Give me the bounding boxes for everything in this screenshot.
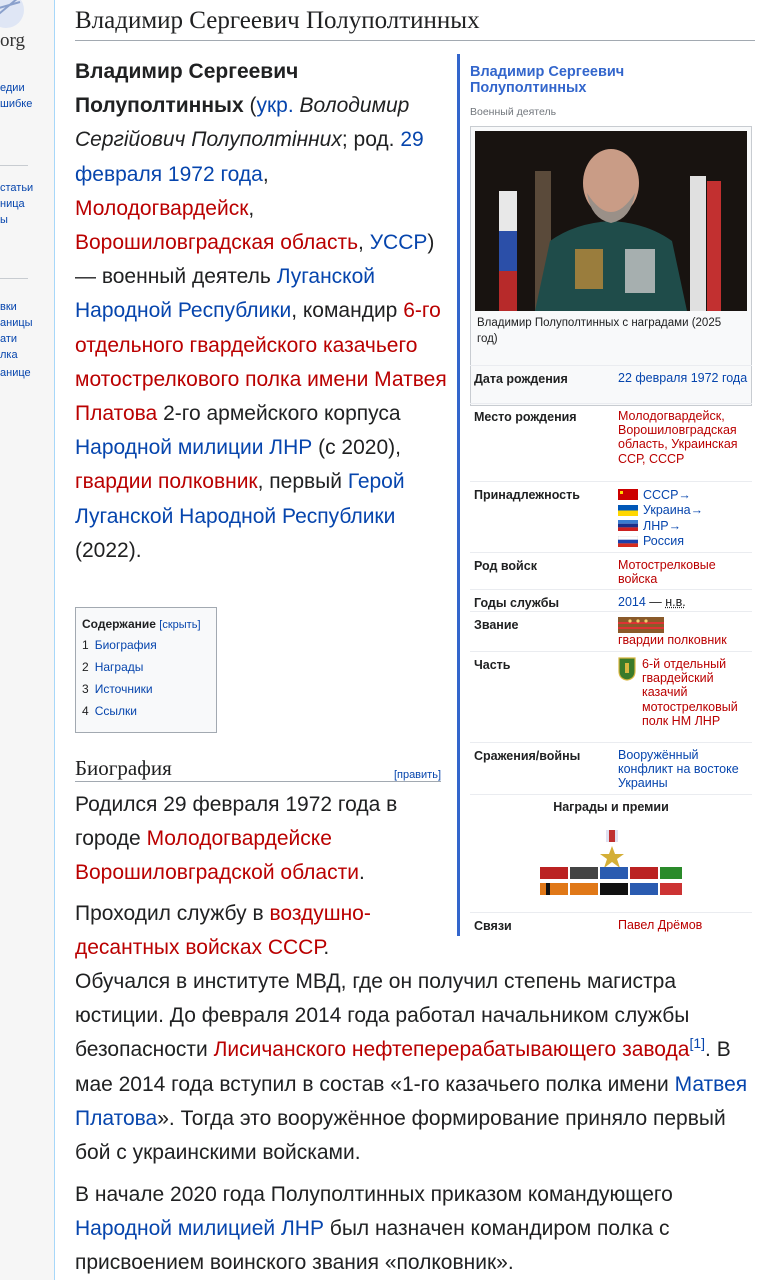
infobox-row-rank bbox=[470, 611, 752, 647]
portrait-photo[interactable] bbox=[475, 131, 747, 311]
allegiance-item bbox=[618, 534, 753, 550]
infobox-row-relations bbox=[470, 912, 752, 933]
section-heading-biography bbox=[75, 755, 441, 782]
sidebar-link[interactable]: ница bbox=[0, 198, 25, 210]
toc-item[interactable] bbox=[82, 682, 216, 697]
infobox-row-unit bbox=[470, 651, 752, 728]
awards-heading: Награды и премии bbox=[553, 800, 669, 814]
row-label: Дата рождения bbox=[474, 372, 568, 386]
toc-item[interactable] bbox=[82, 638, 216, 653]
russia-flag-icon bbox=[618, 536, 638, 547]
text: Проходил службу в bbox=[75, 902, 264, 925]
ussr-flag-icon bbox=[618, 489, 638, 500]
toc-hide-button[interactable]: [скрыть] bbox=[159, 619, 201, 631]
infobox-row-birth-date bbox=[470, 365, 752, 386]
row-label: Принадлежность bbox=[474, 488, 580, 502]
link-hero[interactable]: Герой Луганской Народной Республики bbox=[75, 470, 405, 528]
text: , командир bbox=[291, 299, 398, 323]
allegiance-link[interactable]: СССР→ bbox=[643, 487, 691, 502]
sidebar-link[interactable]: вки bbox=[0, 301, 17, 313]
birth-place-value bbox=[618, 409, 753, 466]
toc-item-link[interactable]: Награды bbox=[94, 660, 144, 674]
link-birth-place[interactable]: Молодогвардейск bbox=[75, 196, 249, 220]
text: 2-го армейского корпуса bbox=[163, 402, 401, 426]
infobox-image-frame bbox=[470, 126, 752, 406]
page-title: Владимир Сергеевич Полуполтинных bbox=[75, 6, 755, 41]
row-label: Сражения/войны bbox=[474, 749, 581, 763]
sidebar-link[interactable]: едии bbox=[0, 82, 25, 94]
infobox-row-birth-place bbox=[470, 403, 752, 466]
link-birth-date[interactable]: 29 февраля 1972 года bbox=[75, 128, 424, 186]
sidebar-divider bbox=[0, 278, 28, 279]
link-lnr[interactable]: Луганской Народной Республики bbox=[75, 265, 376, 323]
row-label: Звание bbox=[474, 618, 519, 632]
text: был назначен командиром полка с присвоением воинского звания «полковник». bbox=[75, 1217, 670, 1275]
toc-header bbox=[82, 617, 216, 631]
birth-date-value bbox=[618, 371, 753, 385]
sidebar-link[interactable]: шибке bbox=[0, 98, 33, 110]
row-label: Место рождения bbox=[474, 410, 577, 424]
link-relations[interactable]: Павел Дрёмов bbox=[618, 918, 703, 932]
years-dash: — bbox=[649, 595, 662, 609]
text: ) — военный деятель bbox=[75, 231, 435, 289]
sidebar-link[interactable]: аницы bbox=[0, 317, 33, 329]
infobox-subtitle: Военный деятель bbox=[470, 106, 557, 118]
link-ukrainian[interactable]: укр. bbox=[256, 94, 294, 118]
infobox bbox=[457, 54, 755, 936]
paragraph bbox=[75, 1178, 755, 1281]
infobox-row-years bbox=[470, 589, 752, 610]
toc-item[interactable] bbox=[82, 704, 216, 719]
text: Обучался в институте МВД, где он получил степень магистра юстиции. До февраля 2014 года работал начальником службы безопасности bbox=[75, 970, 690, 1062]
image-caption: Владимир Полуполтинных с наградами (2025 год) bbox=[477, 317, 722, 345]
allegiance-item bbox=[618, 503, 753, 519]
toc-item-number: 1 bbox=[82, 638, 89, 652]
link-birth-place[interactable]: Молодогвардейск, Ворошиловградская область, Украинская ССР, СССР bbox=[618, 409, 738, 466]
branch-value bbox=[618, 558, 753, 586]
sidebar-divider bbox=[0, 165, 28, 166]
link-rank[interactable]: гвардии полковник bbox=[618, 633, 727, 647]
toc-item-number: 4 bbox=[82, 704, 89, 718]
relations-value bbox=[618, 918, 753, 932]
link-platov[interactable]: Матвея Платова bbox=[75, 1072, 748, 1130]
toc-item-link[interactable]: Биография bbox=[94, 638, 157, 652]
link-year-2014[interactable]: 2014 bbox=[618, 595, 646, 609]
text: В начале 2020 года Полуполтинных приказом командующего bbox=[75, 1183, 673, 1206]
toc-item[interactable] bbox=[82, 660, 216, 675]
sidebar-link[interactable]: ати bbox=[0, 333, 18, 345]
link-refinery[interactable]: Лисичанского нефтеперерабатывающего завода bbox=[213, 1038, 690, 1062]
paragraph bbox=[75, 965, 755, 1170]
years-value bbox=[618, 595, 753, 609]
link-unit[interactable]: 6-й отдельный гвардейский казачий мотострелковый полк НМ ЛНР bbox=[642, 657, 738, 728]
paragraph bbox=[75, 897, 447, 965]
allegiance-link[interactable]: ЛНР→ bbox=[643, 518, 682, 533]
link-ussr[interactable]: УССР bbox=[369, 231, 428, 255]
allegiance-link[interactable]: Россия bbox=[643, 534, 684, 549]
link-militia[interactable]: Народной милицией ЛНР bbox=[75, 1217, 324, 1241]
text: Родился 29 февраля 1972 года в городе bbox=[75, 793, 398, 851]
allegiance-link[interactable]: Украина→ bbox=[643, 503, 704, 518]
section-title: Биография bbox=[75, 756, 172, 780]
allegiance-item bbox=[618, 518, 753, 534]
lead-paragraph: Владимир Сергеевич Полуполтинных (укр. Володимир Сергійович Полуполтінних; род. 29 февраля 1972 года, Молодогвардейск, Ворошиловградская область, УССР) — военный деятель Луганской Народной Республики, командир 6-го отдельного гвардейского казачьего мотострелкового полка имени Матвея Платова 2-го армейского корпуса Народной милиции ЛНР (с 2020), гвардии полковник, первый Герой Луганской Народной Республики (2022). bbox=[75, 60, 447, 562]
text: , первый bbox=[257, 470, 343, 494]
text: . В мае 2014 года вступил в состав «1-го казачьего полка имени bbox=[75, 1038, 731, 1096]
link-regiment[interactable]: 6-го отдельного гвардейского казачьего мотострелкового полка имени Матвея Платова bbox=[75, 299, 447, 426]
sidebar-link[interactable]: статьи bbox=[0, 182, 34, 194]
infobox-title: Владимир Сергеевич Полуполтинных bbox=[470, 64, 625, 96]
edit-section-button[interactable]: [править] bbox=[393, 769, 441, 781]
unit-value bbox=[618, 657, 753, 728]
paragraph bbox=[75, 788, 447, 891]
row-label: Род войск bbox=[474, 559, 537, 573]
ukrainian-name: Володимир Сергійович Полуполтінних bbox=[75, 94, 410, 152]
toc-item-number: 2 bbox=[82, 660, 89, 674]
toc-item-link[interactable]: Источники bbox=[94, 682, 153, 696]
link-birth-region[interactable]: Ворошиловградская область bbox=[75, 231, 359, 255]
sidebar-link[interactable]: ы bbox=[0, 214, 8, 226]
wikipedia-logo-icon[interactable] bbox=[0, 0, 26, 30]
infobox-row-branch bbox=[470, 552, 752, 587]
left-sidebar bbox=[0, 0, 55, 1280]
infobox-row-battles bbox=[470, 742, 752, 791]
award-ribbons-icon[interactable] bbox=[538, 830, 686, 902]
text: ; род. bbox=[341, 128, 395, 152]
rank-value bbox=[618, 617, 753, 647]
link-birth-date[interactable]: 22 февраля 1972 года bbox=[618, 371, 748, 385]
link-airborne[interactable]: воздушно-десантных войсках СССР bbox=[75, 902, 371, 960]
years-present: н.в. bbox=[665, 595, 686, 609]
battles-value bbox=[618, 748, 753, 791]
text: (2022). bbox=[75, 538, 142, 562]
logo-text[interactable]: org bbox=[0, 30, 25, 51]
text: . bbox=[358, 861, 365, 885]
unit-emblem-icon bbox=[618, 657, 636, 681]
allegiance-list bbox=[618, 487, 753, 549]
row-label: Годы службы bbox=[474, 596, 560, 610]
text: (с 2020), bbox=[318, 436, 401, 460]
link-battles[interactable]: Вооружённый конфликт на востоке Украины bbox=[618, 748, 739, 791]
text: . bbox=[323, 936, 330, 960]
lnr-flag-icon bbox=[618, 520, 638, 531]
sidebar-link[interactable]: лка bbox=[0, 349, 18, 361]
row-label: Связи bbox=[474, 919, 512, 933]
sidebar-link[interactable]: анице bbox=[0, 367, 31, 379]
text: ». Тогда это вооружённое формирование приняло первый бой с украинскими войсками. bbox=[75, 1106, 726, 1165]
toc-item-link[interactable]: Ссылки bbox=[94, 704, 137, 718]
toc-item-number: 3 bbox=[82, 682, 89, 696]
reference-link[interactable]: [1] bbox=[689, 1035, 706, 1052]
infobox-row-allegiance bbox=[470, 481, 752, 549]
table-of-contents bbox=[75, 607, 217, 733]
shoulder-board-icon bbox=[618, 617, 664, 633]
subject-name: Владимир Сергеевич Полуполтинных bbox=[75, 60, 299, 118]
allegiance-item bbox=[618, 487, 753, 503]
row-label: Часть bbox=[474, 658, 511, 672]
link-militia[interactable]: Народной милиции ЛНР bbox=[75, 436, 313, 460]
link-branch[interactable]: Мотострелковые войска bbox=[618, 558, 716, 587]
ukraine-flag-icon bbox=[618, 505, 638, 516]
link-birthplace[interactable]: Молодогвардейске Ворошиловградской области bbox=[75, 827, 359, 885]
toc-title: Содержание bbox=[82, 617, 156, 631]
link-rank[interactable]: гвардии полковник bbox=[75, 470, 258, 494]
